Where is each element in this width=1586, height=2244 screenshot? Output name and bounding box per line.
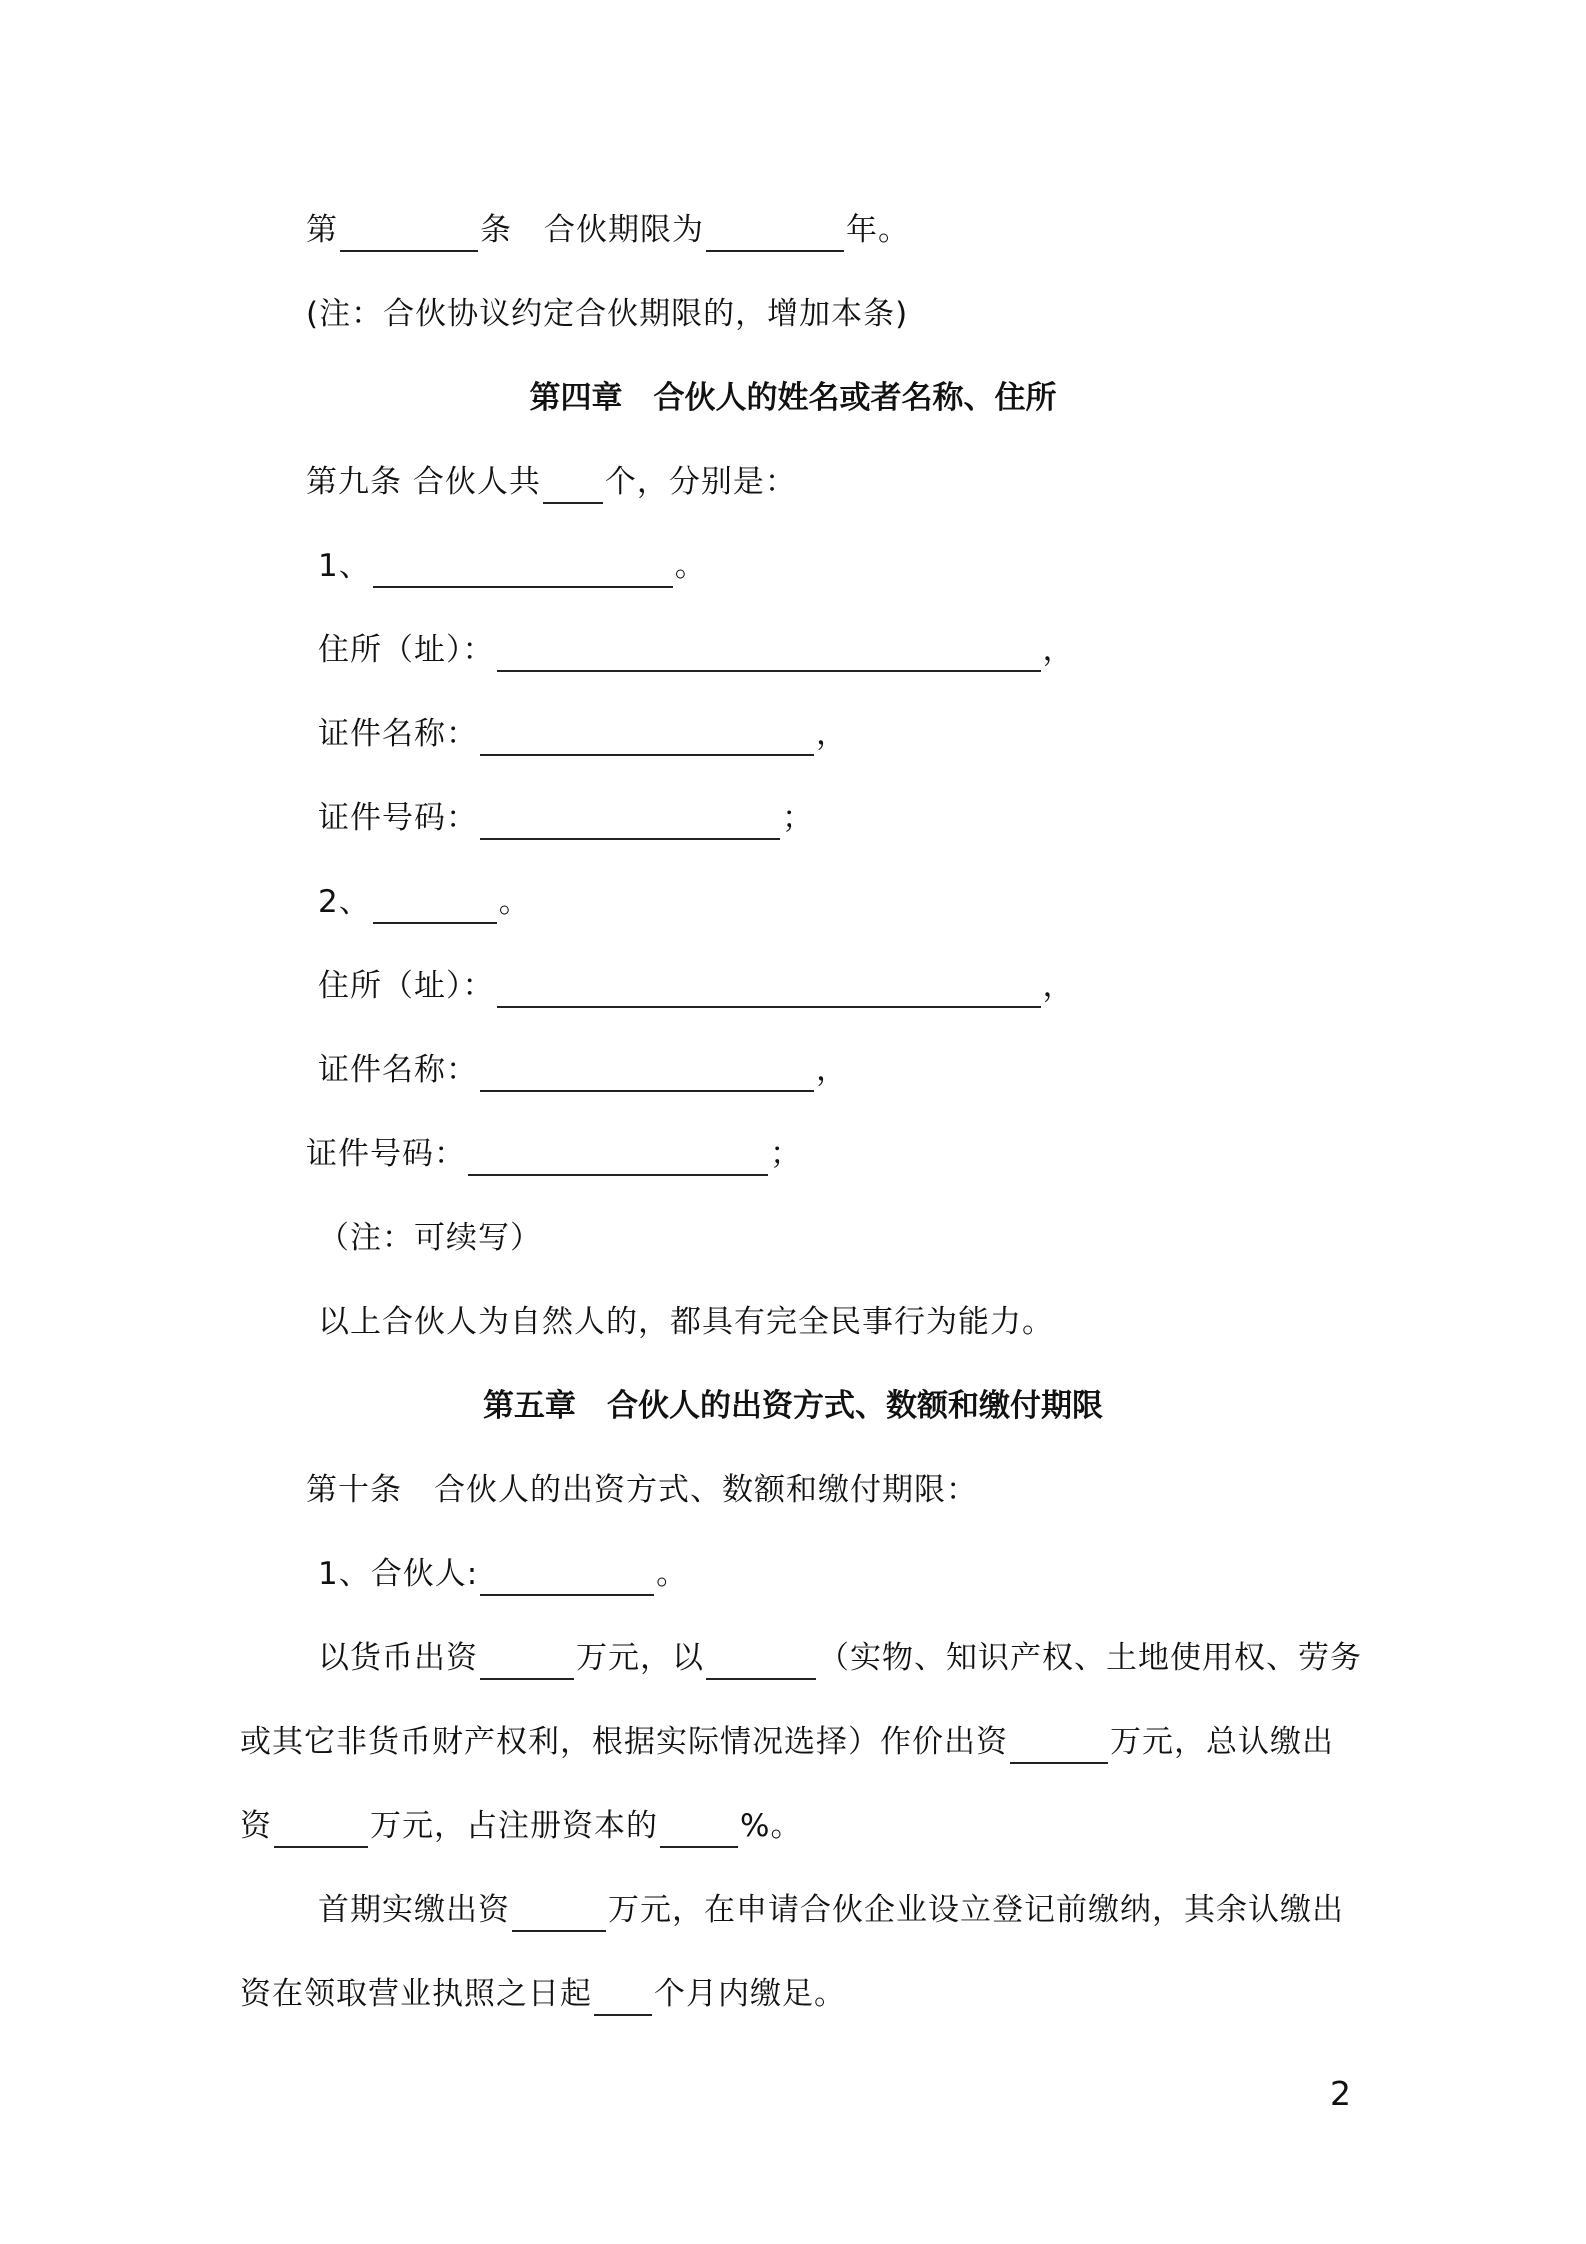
partner1-num: 1、 (318, 548, 371, 584)
partner1-cert-no-blank[interactable] (480, 802, 780, 840)
total-label: 万元，总认缴出 (1110, 1724, 1334, 1760)
chapter4-title: 第四章 合伙人的姓名或者名称、住所 (529, 380, 1057, 416)
article9-prefix: 第九条 合伙人共 (306, 464, 541, 500)
partner1-name-line (318, 544, 707, 588)
partner1-cert-name-blank[interactable] (480, 718, 814, 756)
deadline-end: 个月内缴足。 (654, 1976, 846, 2012)
partner2-num: 2、 (318, 884, 371, 920)
partner-count-blank[interactable] (543, 466, 603, 504)
cash-amount-blank[interactable] (480, 1642, 574, 1680)
partner1-address-blank[interactable] (497, 634, 1041, 672)
partner1-address-line (318, 628, 1075, 672)
capacity-text: 以上合伙人为自然人的，都具有完全民事行为能力。 (318, 1304, 1054, 1340)
partner2-address-label: 住所（址）： (318, 968, 495, 1004)
cash-label: 以货币出资 (318, 1640, 478, 1676)
total-amount-blank[interactable] (274, 1810, 368, 1848)
article-term-suffix: 年。 (846, 212, 910, 248)
note-term: (注：合伙协议约定合伙期限的，增加本条) (306, 296, 909, 332)
ratio-label: 万元，占注册资本的 (370, 1808, 658, 1844)
partner2-address-line (318, 964, 1075, 1008)
partner1-cert-name-end: ， (816, 716, 848, 752)
partner1-cert-no-line (318, 796, 814, 840)
article-term-line (306, 208, 910, 252)
contribution-line-4 (318, 1888, 1344, 1932)
partner2-cert-name-blank[interactable] (480, 1054, 814, 1092)
page-number: 2 (1330, 2074, 1351, 2113)
chapter5-title: 第五章 合伙人的出资方式、数额和缴付期限 (483, 1388, 1103, 1424)
partner2-address-end: ， (1042, 968, 1075, 1004)
partner2-name-blank[interactable] (373, 886, 497, 924)
note-continue: （注：可续写） (318, 1220, 542, 1256)
partner2-address-blank[interactable] (497, 970, 1041, 1008)
partner-contribution-line (318, 1552, 688, 1596)
partner2-cert-no-line (306, 1132, 802, 1176)
total-label-cont: 资 (240, 1808, 272, 1844)
partner2-name-end: 。 (498, 884, 531, 920)
partner1-cert-no-end: ； (782, 800, 814, 836)
partner1-cert-name-label: 证件名称： (318, 716, 478, 752)
partner2-cert-no-label: 证件号码： (306, 1136, 466, 1172)
partner1-name-blank[interactable] (373, 550, 673, 588)
term-years-blank[interactable] (706, 214, 844, 252)
partner1-cert-no-label: 证件号码： (318, 800, 478, 836)
article-number-blank[interactable] (340, 214, 478, 252)
article9-line (306, 460, 797, 504)
partner1-name-end: 。 (674, 548, 707, 584)
article9-suffix: 个，分别是： (604, 464, 797, 500)
partner2-cert-name-end: ， (816, 1052, 848, 1088)
partner2-cert-name-line (318, 1048, 848, 1092)
partner2-cert-no-blank[interactable] (468, 1138, 768, 1176)
noncash-types: （实物、知识产权、土地使用权、劳务 (818, 1640, 1362, 1676)
first-paid-blank[interactable] (512, 1894, 606, 1932)
noncash-desc: 或其它非货币财产权利，根据实际情况选择）作价出资 (240, 1724, 1008, 1760)
partner1-cert-name-line (318, 712, 848, 756)
noncash-amount-blank[interactable] (1010, 1726, 1108, 1764)
partner2-cert-no-end: ； (770, 1136, 802, 1172)
cash-unit: 万元，以 (576, 1640, 704, 1676)
partner2-cert-name-label: 证件名称： (318, 1052, 478, 1088)
contribution-line-2 (240, 1720, 1334, 1764)
article-term-prefix: 第 (306, 212, 338, 248)
partner2-name-line (318, 880, 531, 924)
article-term-middle: 条 合伙期限为 (480, 212, 704, 248)
contribution-line-3 (240, 1804, 802, 1848)
partner1-address-end: ， (1042, 632, 1075, 668)
partner-name-blank[interactable] (480, 1558, 654, 1596)
contribution-line-1 (318, 1636, 1362, 1680)
months-blank[interactable] (594, 1978, 652, 2016)
ratio-blank[interactable] (660, 1810, 738, 1848)
contribution-line-5 (240, 1972, 846, 2016)
article10-line: 第十条 合伙人的出资方式、数额和缴付期限： (306, 1472, 978, 1508)
first-paid-desc: 万元，在申请合伙企业设立登记前缴纳，其余认缴出 (608, 1892, 1344, 1928)
ratio-end: %。 (740, 1808, 803, 1844)
first-paid-label: 首期实缴出资 (318, 1892, 510, 1928)
partner-end: 。 (656, 1556, 689, 1592)
noncash-type-blank[interactable] (706, 1642, 816, 1680)
partner1-address-label: 住所（址）： (318, 632, 495, 668)
partner-label: 1、合伙人: (318, 1556, 479, 1592)
deadline-label: 资在领取营业执照之日起 (240, 1976, 592, 2012)
